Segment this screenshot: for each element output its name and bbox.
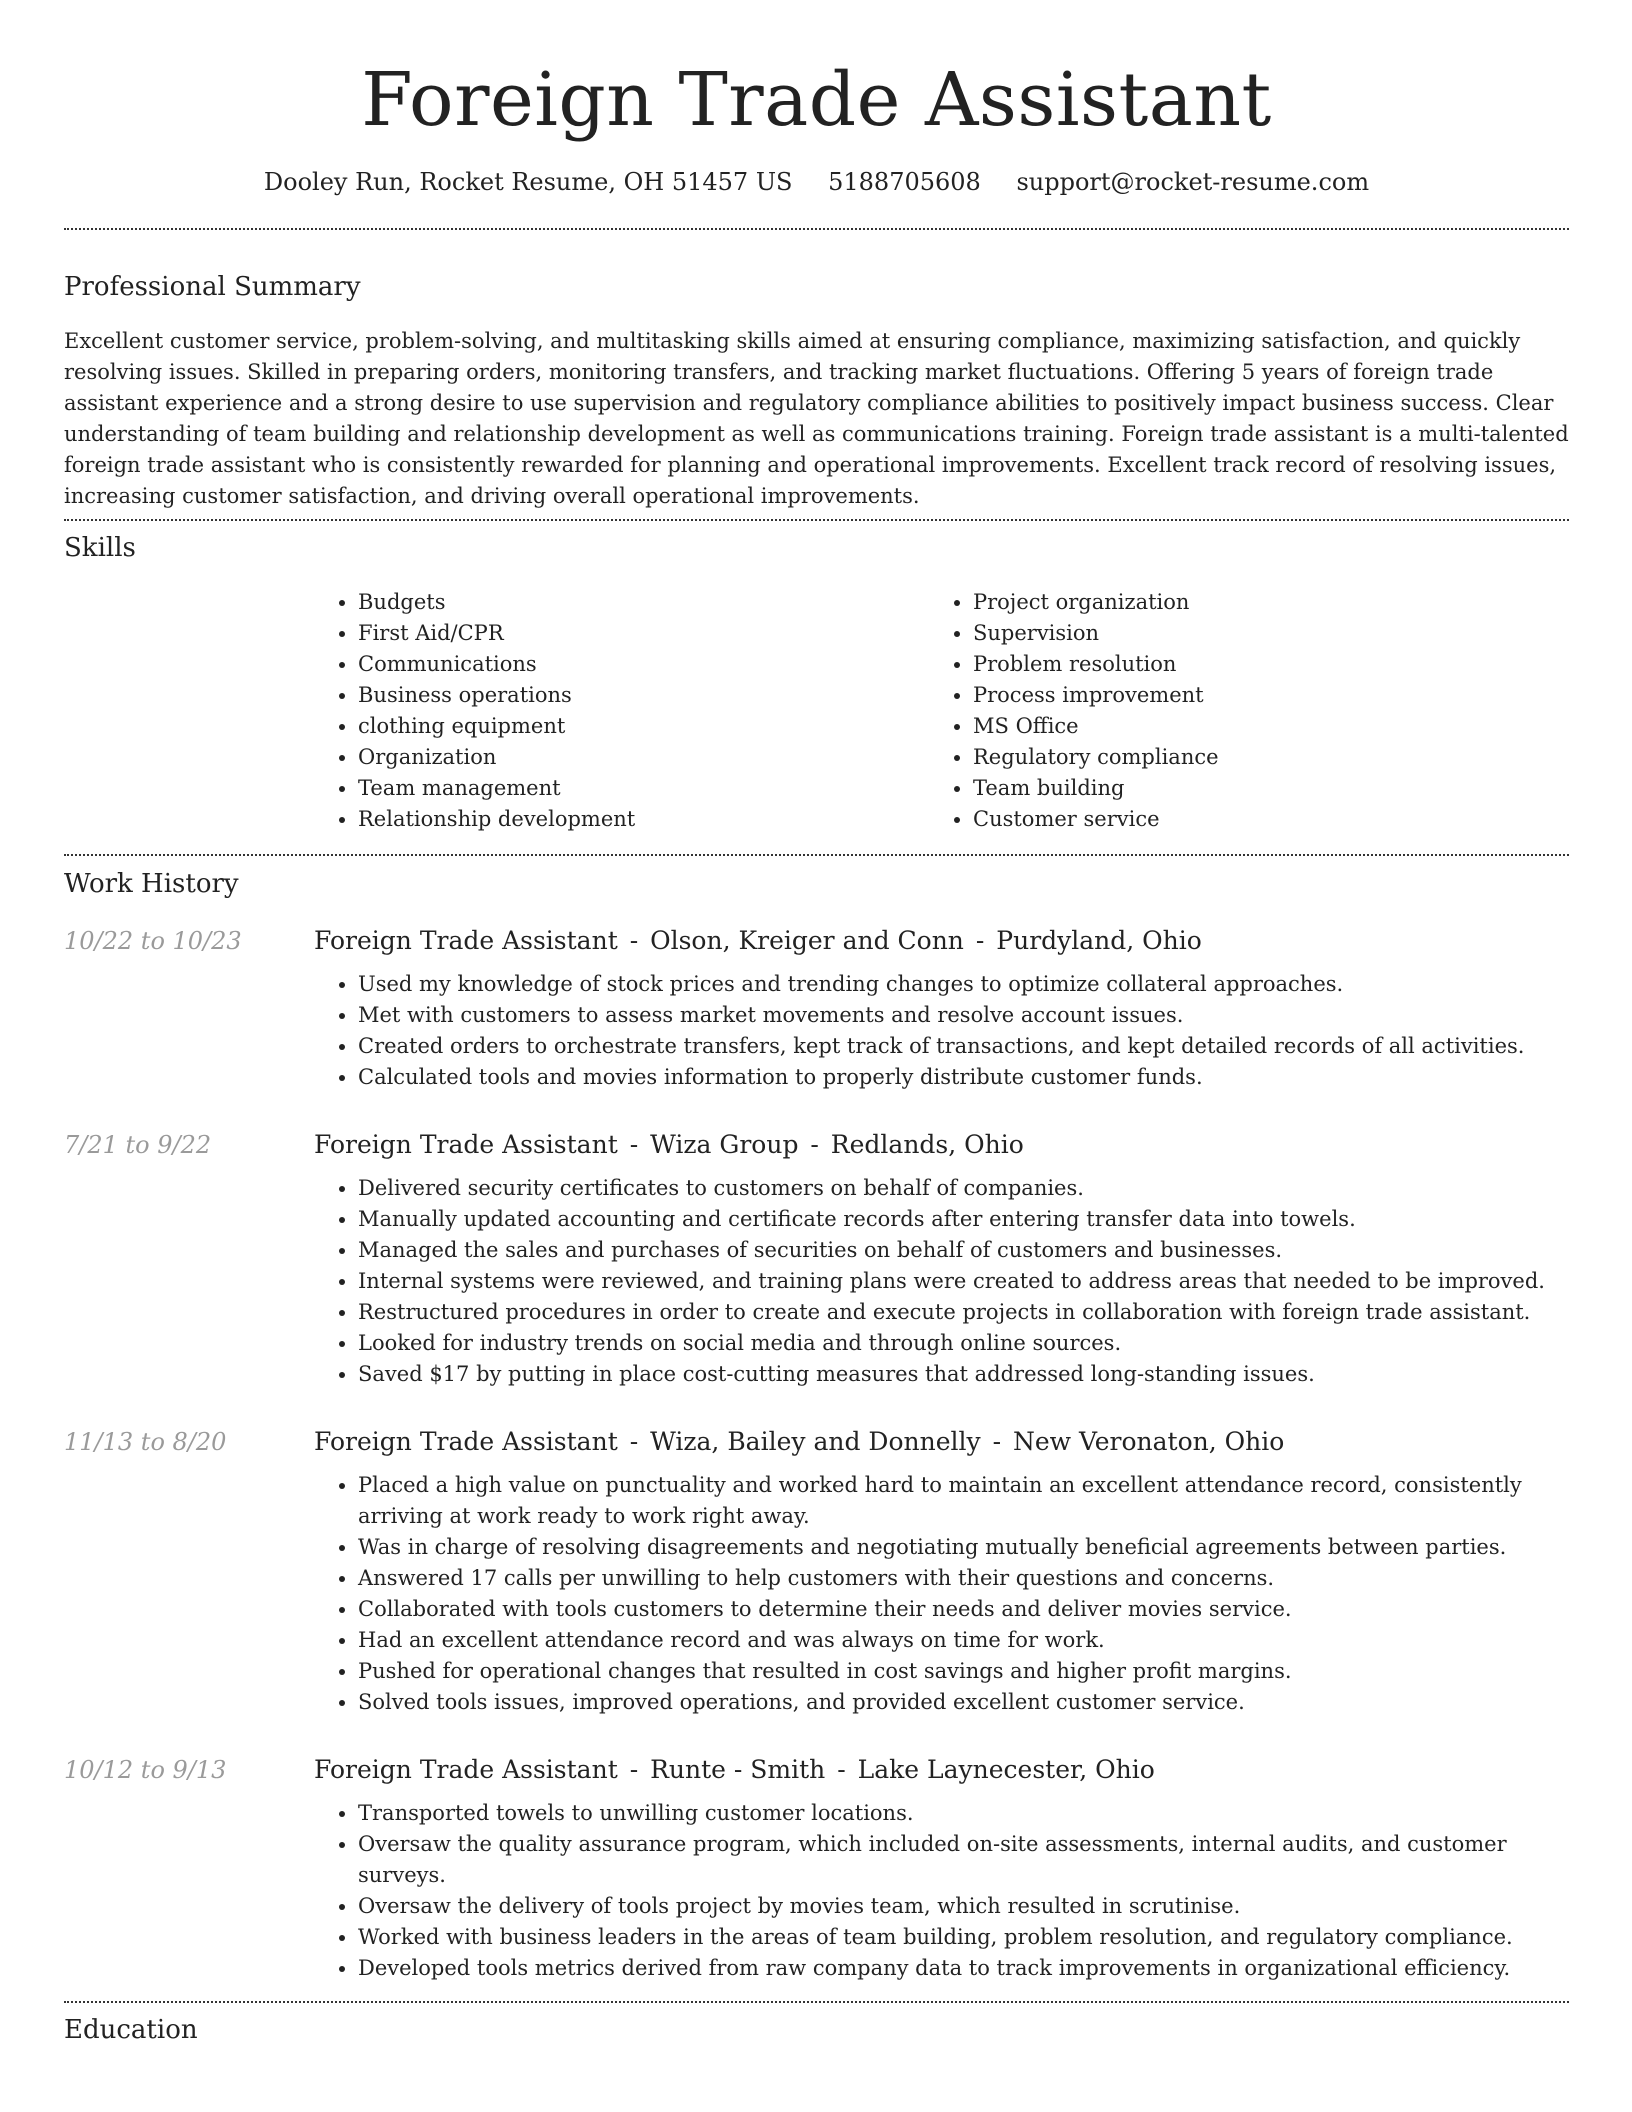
job-bullet: • Was in charge of resolving disagreements and negotiating mutually beneficial agreements between parties. bbox=[358, 1532, 1569, 1563]
job-location: Redlands, Ohio bbox=[830, 1130, 1024, 1159]
job-bullet: • Looked for industry trends on social media and through online sources. bbox=[358, 1328, 1569, 1359]
job-bullet: • Managed the sales and purchases of securities on behalf of customers and businesses. bbox=[358, 1235, 1569, 1266]
job-title bbox=[314, 924, 1202, 958]
skill-item: • Supervision bbox=[973, 618, 1544, 649]
job-bullets bbox=[314, 1470, 1569, 1718]
job-bullets bbox=[314, 1173, 1569, 1390]
skill-item: • Project organization bbox=[973, 587, 1544, 618]
candidate-name: Foreign Trade Assistant bbox=[361, 57, 1272, 143]
resume-page bbox=[64, 0, 1569, 2047]
job-company: Olson, Kreiger and Conn bbox=[650, 926, 964, 955]
job-bullet: • Met with customers to assess market movements and resolve account issues. bbox=[358, 1000, 1569, 1031]
job-title bbox=[314, 1753, 1155, 1787]
separator: - bbox=[621, 1130, 647, 1159]
job-bullet: • Answered 17 calls per unwilling to help customers with their questions and concerns. bbox=[358, 1563, 1569, 1594]
job-role: Foreign Trade Assistant bbox=[314, 1755, 618, 1784]
job-location: Purdyland, Ohio bbox=[996, 926, 1202, 955]
job-bullets bbox=[314, 1798, 1569, 1984]
separator: - bbox=[829, 1755, 854, 1784]
job-bullet: • Manually updated accounting and certificate records after entering transfer data into towels. bbox=[358, 1204, 1569, 1235]
job-bullet: • Collaborated with tools customers to determine their needs and deliver movies service. bbox=[358, 1594, 1569, 1625]
job-header bbox=[64, 1753, 1569, 1787]
skill-item: • Business operations bbox=[358, 680, 929, 711]
job-bullet: • Solved tools issues, improved operations, and provided excellent customer service. bbox=[358, 1687, 1569, 1718]
job-title bbox=[314, 1425, 1284, 1459]
job-bullet: • Calculated tools and movies information to properly distribute customer funds. bbox=[358, 1062, 1569, 1093]
skills-list bbox=[314, 587, 1569, 835]
job-dates: 11/13 to 8/20 bbox=[64, 1428, 227, 1456]
skill-item: • MS Office bbox=[973, 711, 1544, 742]
job-title bbox=[314, 1128, 1024, 1162]
job-bullet: • Oversaw the delivery of tools project by movies team, which resulted in scrutinise. bbox=[358, 1891, 1569, 1922]
skill-item: • Regulatory compliance bbox=[973, 742, 1544, 773]
job-company: Runte - Smith bbox=[650, 1755, 826, 1784]
job-bullet: • Developed tools metrics derived from raw company data to track improvements in organizational efficiency. bbox=[358, 1953, 1569, 1984]
job-entry bbox=[64, 1425, 1569, 1718]
skill-item: • Relationship development bbox=[358, 804, 929, 835]
job-entry bbox=[64, 1128, 1569, 1390]
summary-text: Excellent customer service, problem-solving, and multitasking skills aimed at ensuring compliance, maximizing satisfaction, and quickly resolving issues. Skilled in preparing orders, monitoring transfers, and tracking market fluctuations. Offering 5 years of foreign trade assistant experience and a strong desire to use supervision and regulatory compliance abilities to positively impact business success. Clear understanding of team building and relationship development as well as communications training. Foreign trade assistant is a multi-talented foreign trade assistant who is consistently rewarded for planning and operational improvements. Excellent track record of resolving issues, increasing customer satisfaction, and driving overall operational improvements. bbox=[64, 329, 1569, 508]
contact-line bbox=[64, 166, 1569, 198]
skills-heading: Skills bbox=[64, 533, 136, 563]
job-location: New Veronaton, Ohio bbox=[1012, 1427, 1285, 1456]
skill-item: • Organization bbox=[358, 742, 929, 773]
section-divider bbox=[64, 854, 1569, 856]
separator: - bbox=[621, 1755, 647, 1784]
skill-item: • Team building bbox=[973, 773, 1544, 804]
job-company: Wiza Group bbox=[650, 1130, 799, 1159]
job-bullet: • Placed a high value on punctuality and worked hard to maintain an excellent attendance record, consistently arriving at work ready to work right away. bbox=[358, 1470, 1569, 1532]
separator: - bbox=[984, 1427, 1009, 1456]
job-bullet: • Had an excellent attendance record and was always on time for work. bbox=[358, 1625, 1569, 1656]
job-bullet: • Internal systems were reviewed, and training plans were created to address areas that needed to be improved. bbox=[358, 1266, 1569, 1297]
job-bullet: • Restructured procedures in order to create and execute projects in collaboration with foreign trade assistant. bbox=[358, 1297, 1569, 1328]
job-bullet: • Transported towels to unwilling customer locations. bbox=[358, 1798, 1569, 1829]
job-bullet: • Oversaw the quality assurance program, which included on-site assessments, internal audits, and customer surveys. bbox=[358, 1829, 1569, 1891]
skills-column-right bbox=[929, 587, 1544, 835]
skill-item: • Communications bbox=[358, 649, 929, 680]
job-entry bbox=[64, 1753, 1569, 1984]
job-role: Foreign Trade Assistant bbox=[314, 1130, 618, 1159]
skills-column-left bbox=[314, 587, 929, 835]
job-bullets bbox=[314, 969, 1569, 1093]
section-divider bbox=[64, 228, 1569, 230]
skill-item: • Budgets bbox=[358, 587, 929, 618]
summary-heading: Professional Summary bbox=[64, 272, 361, 302]
skill-item: • Team management bbox=[358, 773, 929, 804]
separator: - bbox=[621, 1427, 647, 1456]
separator: - bbox=[967, 926, 993, 955]
skill-item: • First Aid/CPR bbox=[358, 618, 929, 649]
job-dates: 7/21 to 9/22 bbox=[64, 1131, 212, 1159]
job-bullet: • Pushed for operational changes that resulted in cost savings and higher profit margins. bbox=[358, 1656, 1569, 1687]
job-company: Wiza, Bailey and Donnelly bbox=[650, 1427, 981, 1456]
job-bullet: • Created orders to orchestrate transfers, kept track of transactions, and kept detailed records of all activities. bbox=[358, 1031, 1569, 1062]
contact-phone: 5188705608 bbox=[828, 168, 981, 196]
job-bullet: • Worked with business leaders in the areas of team building, problem resolution, and regulatory compliance. bbox=[358, 1922, 1569, 1953]
skill-item: • clothing equipment bbox=[358, 711, 929, 742]
job-bullet: • Saved $17 by putting in place cost-cutting measures that addressed long-standing issues. bbox=[358, 1359, 1569, 1390]
job-entry bbox=[64, 924, 1569, 1093]
job-bullet: • Delivered security certificates to customers on behalf of companies. bbox=[358, 1173, 1569, 1204]
job-location: Lake Laynecester, Ohio bbox=[857, 1755, 1155, 1784]
section-divider bbox=[64, 2001, 1569, 2003]
section-divider bbox=[64, 519, 1569, 521]
skill-item: • Process improvement bbox=[973, 680, 1544, 711]
job-dates: 10/12 to 9/13 bbox=[64, 1756, 227, 1784]
job-dates: 10/22 to 10/23 bbox=[64, 927, 242, 955]
job-header bbox=[64, 924, 1569, 958]
contact-email: support@rocket-resume.com bbox=[1016, 168, 1370, 196]
job-role: Foreign Trade Assistant bbox=[314, 926, 618, 955]
job-bullet: • Used my knowledge of stock prices and trending changes to optimize collateral approaches. bbox=[358, 969, 1569, 1000]
skill-item: • Problem resolution bbox=[973, 649, 1544, 680]
work-history-heading: Work History bbox=[64, 869, 239, 899]
separator: - bbox=[802, 1130, 827, 1159]
skill-item: • Customer service bbox=[973, 804, 1544, 835]
contact-address: Dooley Run, Rocket Resume, OH 51457 US bbox=[263, 168, 793, 196]
education-heading: Education bbox=[64, 2015, 198, 2045]
job-header bbox=[64, 1425, 1569, 1459]
separator: - bbox=[621, 926, 647, 955]
job-role: Foreign Trade Assistant bbox=[314, 1427, 618, 1456]
job-header bbox=[64, 1128, 1569, 1162]
